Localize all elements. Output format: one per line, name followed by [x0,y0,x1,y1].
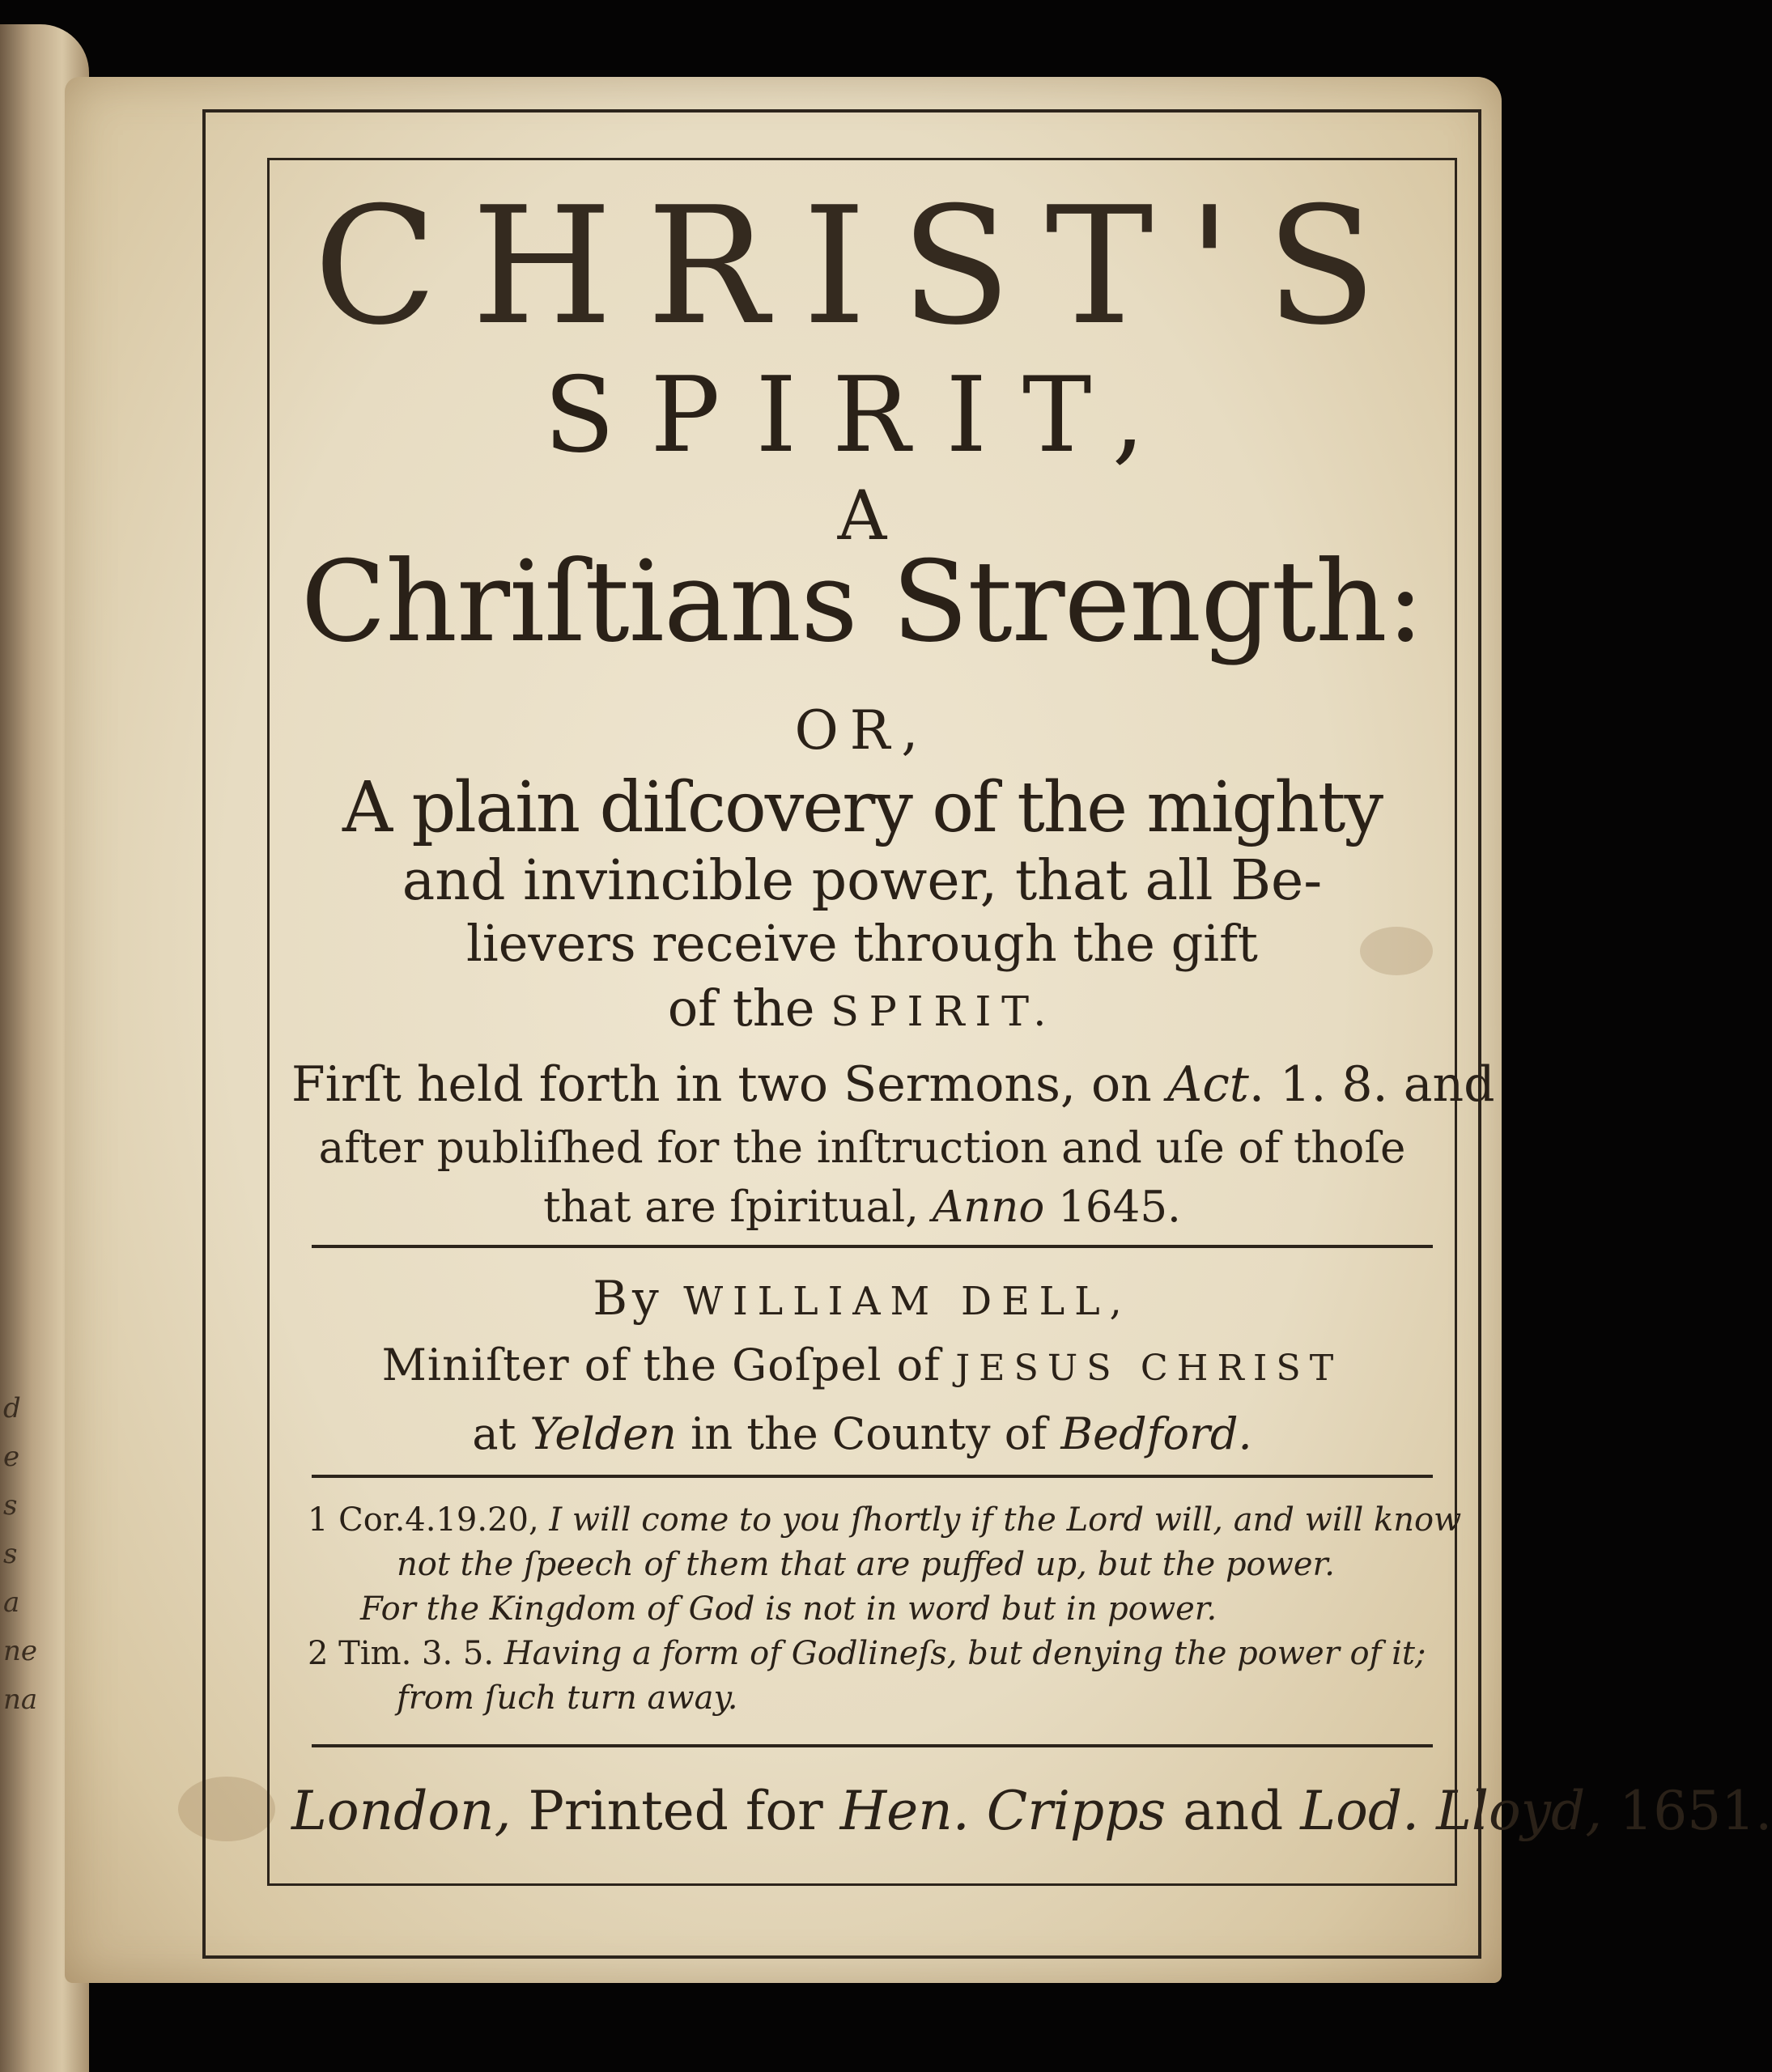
sermon-line-2: after publiſhed for the inſtruction and uſe of thoſe [318,1123,1406,1173]
facing-letter: s [3,1538,18,1570]
facing-page-letters [3,1384,38,1724]
title-christs: CHRIST'S [313,172,1411,361]
location-county: in the County of [676,1408,1061,1459]
location-bedford: Bedford. [1060,1408,1252,1459]
scripture-line-3: For the Kingdom of God is not in word but in power. [360,1590,1217,1628]
title-a: A [837,476,887,555]
location-at: at [472,1408,530,1459]
subtitle-line-3: lievers receive through the gift [466,914,1258,973]
minister-jesus-christ: JESUS CHRIST [955,1348,1343,1389]
imprint-lloyd: Lod. Lloyd, [1300,1780,1603,1842]
scripture-line-5: from ſuch turn away. [397,1679,738,1717]
scripture-ref-tim: 2 Tim. 3. 5. [308,1635,504,1672]
facing-letter: ne [3,1635,38,1667]
location-line [291,1408,1433,1459]
subtitle-spirit: SPIRIT. [831,987,1057,1035]
facing-letter: s [3,1489,18,1522]
minister-line [291,1340,1433,1391]
imprint-printed-for: Printed for [511,1780,840,1842]
sermon-anno: Anno [932,1182,1045,1232]
facing-letter: e [3,1441,20,1473]
sermon-line-1 [291,1056,1495,1113]
horizontal-rule [312,1245,1433,1248]
facing-letter: d [3,1392,21,1424]
scripture-ref-cor: 1 Cor.4.19.20, [308,1501,550,1539]
author-by: By [593,1271,684,1326]
scripture-line-1 [308,1501,1462,1539]
facing-letter: a [3,1586,20,1619]
author-line [291,1271,1433,1326]
sermon-verse: . 1. 8. and [1248,1056,1495,1113]
imprint-london: London, [291,1780,512,1842]
sermon-line-1-text: Firſt held forth in two Sermons, on [291,1056,1167,1113]
subtitle-line-2: and invincible power, that all Be- [402,849,1323,913]
imprint-and: and [1166,1780,1301,1842]
sermon-line-3 [291,1182,1433,1232]
facing-letter: na [3,1684,38,1716]
sermon-line-3-text: that are ſpiritual, [543,1182,933,1232]
title-christians-strength: Chriſtians Strength: [300,537,1424,667]
sermon-year: 1645. [1044,1182,1181,1232]
subtitle-line-4 [291,979,1433,1038]
location-yelden: Yelden [529,1408,677,1459]
scripture-line-4-text: Having a form of Godlineſs, but denying the power of it; [504,1635,1426,1672]
minister-text: Miniſter of the Goſpel of [381,1340,956,1391]
imprint-cripps: Hen. Cripps [839,1780,1166,1842]
sermon-acts-ref: Act [1166,1056,1249,1113]
title-spirit: SPIRIT, [543,355,1181,476]
scripture-line-4 [308,1637,1426,1670]
scripture-line-2: not the ſpeech of them that are puffed up, but the power. [397,1546,1335,1583]
subtitle-line-1: A plain diſcovery of the mighty [342,767,1383,848]
imprint-line [291,1780,1772,1842]
author-name: WILLIAM DELL, [683,1280,1132,1324]
horizontal-rule [312,1475,1433,1478]
title-page-content [291,172,1772,1870]
imprint-year: 1651. [1602,1780,1772,1842]
scripture-line-1-text: I will come to you ſhortly if the Lord will, and will know [549,1501,1462,1539]
horizontal-rule [312,1744,1433,1747]
subtitle-of-the: of the [667,979,831,1038]
title-or: OR, [794,699,930,762]
